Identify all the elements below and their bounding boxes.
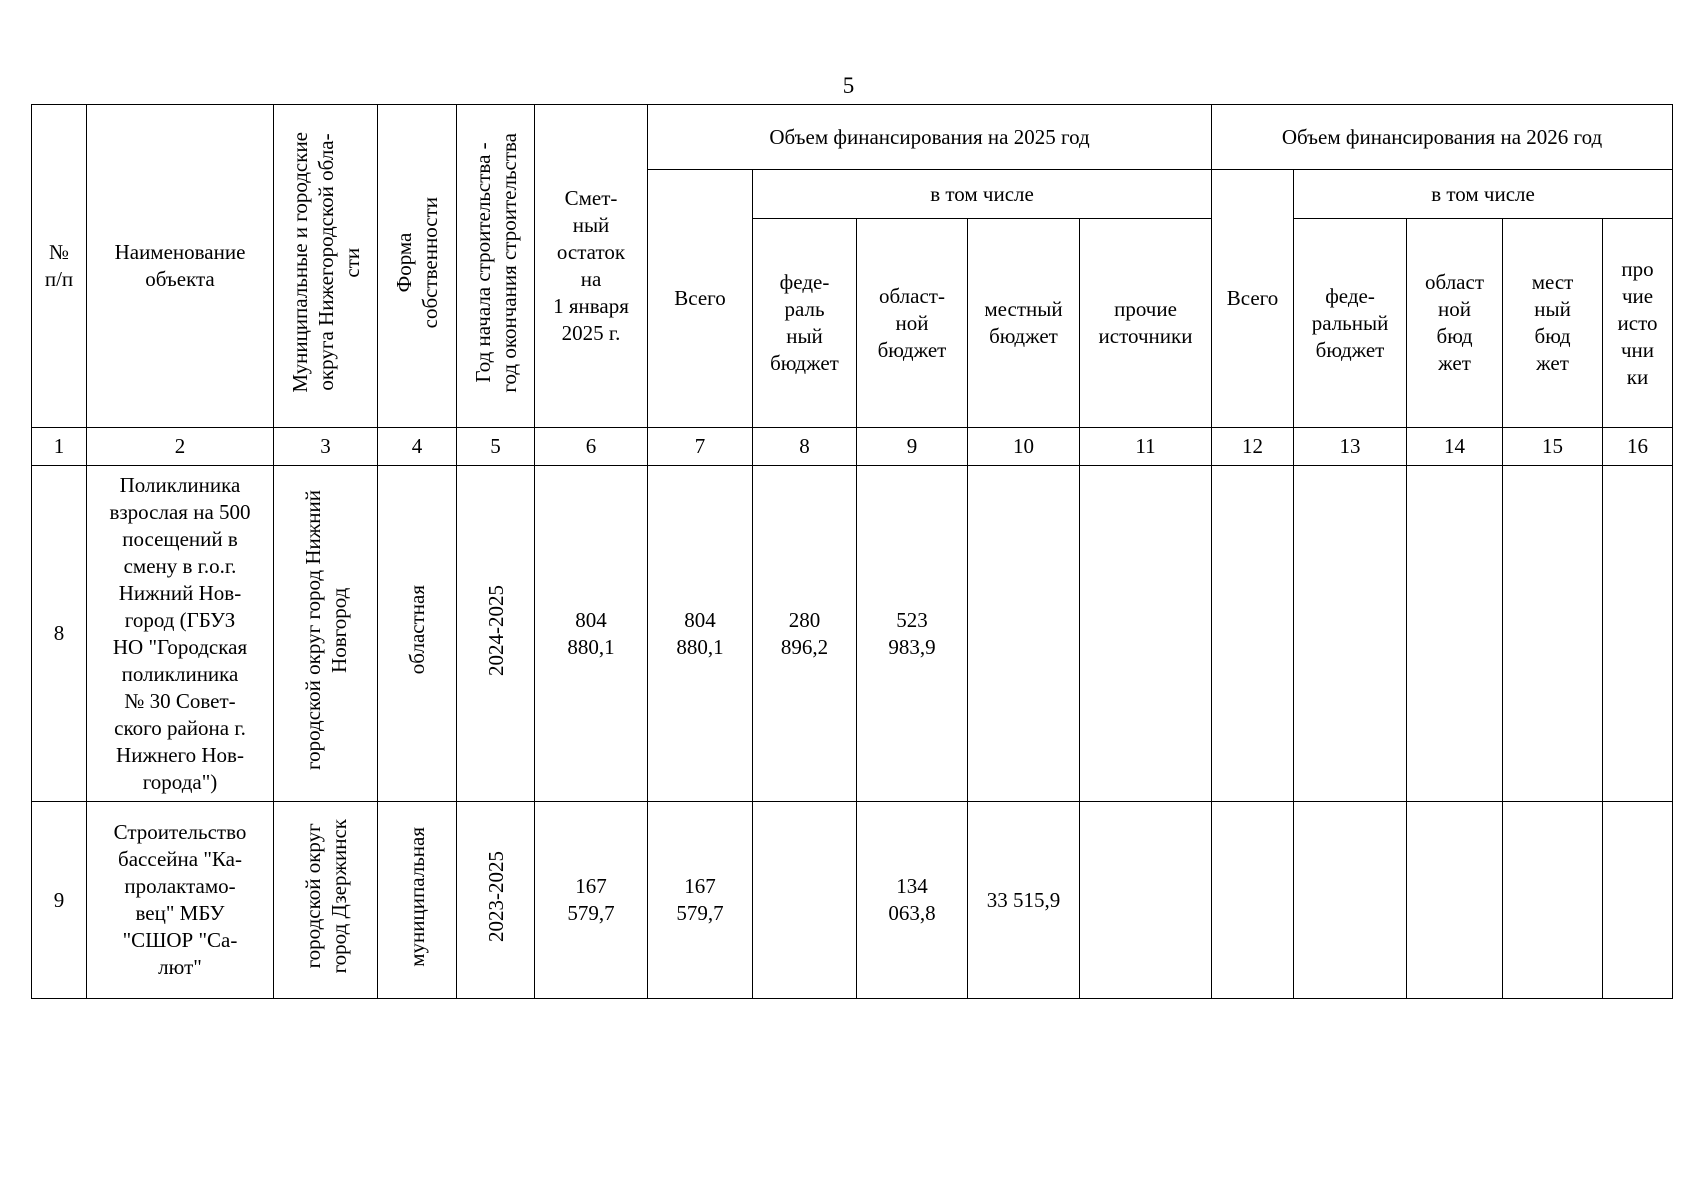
local-budget-2025 [968, 466, 1080, 802]
table-row [32, 466, 1673, 802]
header-remainder: Смет- ный остаток на 1 января 2025 г. [535, 105, 648, 428]
regional-budget-2026 [1407, 802, 1503, 999]
row-number: 9 [32, 802, 87, 999]
total-2025: 804 880,1 [648, 466, 753, 802]
header-reg-2025: област- ной бюджет [857, 219, 968, 428]
header-loc-2025: местный бюджет [968, 219, 1080, 428]
object-name: Поликлиника взрослая на 500 посещений в смену в г.о.г. Нижний Нов- город (ГБУЗ НО "Городская поликлиника № 30 Совет- ского района г. Нижнего Нов- города") [87, 466, 274, 802]
municipality: городской округ город Дзержинск [274, 802, 378, 999]
construction-years: 2024-2025 [457, 466, 535, 802]
other-sources-2025 [1080, 466, 1212, 802]
column-number: 13 [1294, 428, 1407, 466]
column-number: 15 [1503, 428, 1603, 466]
estimated-remainder: 167 579,7 [535, 802, 648, 999]
estimated-remainder: 804 880,1 [535, 466, 648, 802]
header-reg-2026: област ной бюд жет [1407, 219, 1503, 428]
local-budget-2026 [1503, 466, 1603, 802]
other-sources-2026 [1603, 802, 1673, 999]
header-no: № п/п [32, 105, 87, 428]
column-number: 2 [87, 428, 274, 466]
column-number: 5 [457, 428, 535, 466]
other-sources-2026 [1603, 466, 1673, 802]
header-ownership: Форма собственности [378, 105, 457, 428]
header-total-2025: Всего [648, 170, 753, 428]
column-number: 1 [32, 428, 87, 466]
header-group-2025: Объем финансирования на 2025 год [648, 105, 1212, 170]
federal-budget-2025: 280 896,2 [753, 466, 857, 802]
local-budget-2026 [1503, 802, 1603, 999]
local-budget-2025: 33 515,9 [968, 802, 1080, 999]
column-number: 11 [1080, 428, 1212, 466]
header-oth-2025: прочие источники [1080, 219, 1212, 428]
funding-table [31, 104, 1673, 999]
header-loc-2026: мест ный бюд жет [1503, 219, 1603, 428]
total-2026 [1212, 802, 1294, 999]
header-years: Год начала строительства - год окончания строительства [457, 105, 535, 428]
page-number: 5 [842, 73, 855, 98]
ownership: муниципальная [378, 802, 457, 999]
header-group-2026: Объем финансирования на 2026 год [1212, 105, 1673, 170]
regional-budget-2025: 134 063,8 [857, 802, 968, 999]
header-fed-2025: феде- раль ный бюджет [753, 219, 857, 428]
ownership: областная [378, 466, 457, 802]
column-number: 12 [1212, 428, 1294, 466]
header-total-2026: Всего [1212, 170, 1294, 428]
header-municipality: Муниципальные и городские округа Нижегородской обла- сти [274, 105, 378, 428]
other-sources-2025 [1080, 802, 1212, 999]
row-number: 8 [32, 466, 87, 802]
total-2025: 167 579,7 [648, 802, 753, 999]
construction-years: 2023-2025 [457, 802, 535, 999]
header-oth-2026: про чие исто чни ки [1603, 219, 1673, 428]
federal-budget-2026 [1294, 466, 1407, 802]
column-number: 10 [968, 428, 1080, 466]
column-number: 14 [1407, 428, 1503, 466]
regional-budget-2026 [1407, 466, 1503, 802]
table-row [32, 802, 1673, 999]
column-number-row [32, 428, 1673, 466]
object-name: Строительство бассейна "Ка- пролактамо- вец" МБУ "СШОР "Са- лют" [87, 802, 274, 999]
column-number: 8 [753, 428, 857, 466]
total-2026 [1212, 466, 1294, 802]
header-row-1 [32, 105, 1673, 170]
column-number: 16 [1603, 428, 1673, 466]
column-number: 9 [857, 428, 968, 466]
header-fed-2026: феде- ральный бюджет [1294, 219, 1407, 428]
municipality: городской округ город Нижний Новгород [274, 466, 378, 802]
header-name: Наименование объекта [87, 105, 274, 428]
federal-budget-2026 [1294, 802, 1407, 999]
column-number: 4 [378, 428, 457, 466]
header-including-2025: в том числе [753, 170, 1212, 219]
regional-budget-2025: 523 983,9 [857, 466, 968, 802]
header-including-2026: в том числе [1294, 170, 1673, 219]
column-number: 3 [274, 428, 378, 466]
federal-budget-2025 [753, 802, 857, 999]
column-number: 7 [648, 428, 753, 466]
column-number: 6 [535, 428, 648, 466]
